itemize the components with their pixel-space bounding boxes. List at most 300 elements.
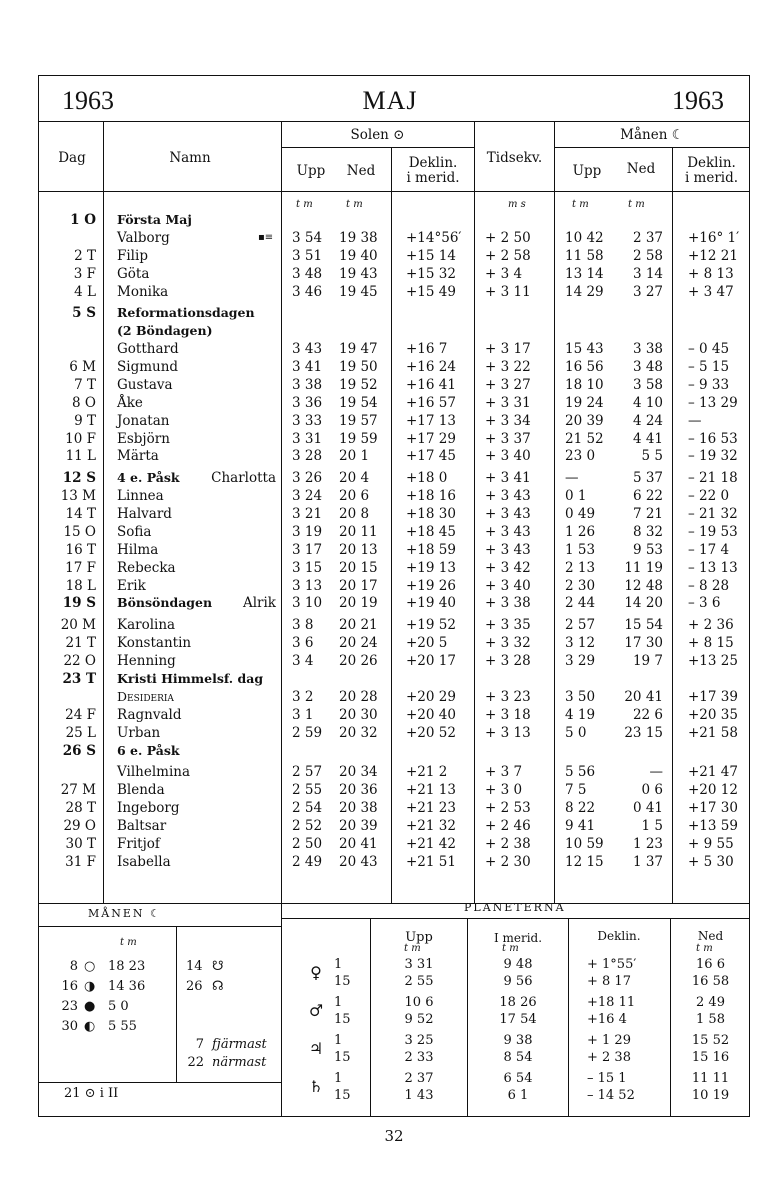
day-name: 6 e. Påsk: [117, 742, 180, 758]
node-icon: ☊: [212, 979, 224, 994]
cell-su: 3 33: [292, 412, 323, 429]
table-row: [0, 412, 768, 430]
cell-md: – 17 4: [688, 541, 730, 558]
day-name: Karolina: [117, 617, 176, 634]
table-row: [0, 541, 768, 559]
planet-ned: 16 6: [696, 957, 725, 972]
day-name: Esbjörn: [117, 430, 170, 447]
cell-sd: +18 0: [406, 470, 448, 487]
planet-icon: ♄: [308, 1077, 324, 1096]
planet-upp: 2 37: [404, 1071, 434, 1086]
moon-phase-icon: ○: [84, 959, 96, 974]
year-left: 1963: [62, 86, 114, 115]
cell-mu: 2 44: [565, 595, 596, 612]
cell-md: – 19 32: [688, 448, 738, 465]
cell-mu: 10 42: [565, 229, 604, 246]
cell-sd: +21 32: [406, 818, 456, 835]
day-name: Jonatan: [117, 412, 170, 429]
cell-md: —: [688, 412, 702, 429]
cell-sd: +20 17: [406, 653, 456, 670]
table-row: [0, 688, 768, 706]
table-row: [0, 247, 768, 265]
cell-mn: 3 58: [632, 376, 663, 393]
day-label: 5 S: [72, 305, 96, 322]
cell-su: 3 26: [292, 470, 323, 487]
cell-md: – 21 32: [688, 506, 738, 523]
day-label: 27 M: [60, 782, 96, 799]
cell-sn: 19 40: [339, 247, 378, 264]
cell-sd: +16 7: [406, 341, 448, 358]
day-label: 7 T: [74, 376, 96, 393]
cell-sd: +20 40: [406, 706, 456, 723]
cell-md: +13 25: [688, 653, 738, 670]
day-label: 17 F: [65, 559, 96, 576]
cell-sn: 20 17: [339, 577, 378, 594]
moon-box-inner-rule: [176, 926, 177, 1082]
cell-sn: 20 24: [339, 635, 378, 652]
planet-upp: 10 6: [404, 995, 434, 1010]
cell-tq: + 3 43: [485, 488, 531, 505]
cell-sn: 20 15: [339, 559, 378, 576]
planet-deklin: – 15 1: [587, 1071, 627, 1086]
cell-mu: 23 0: [565, 448, 596, 465]
planet-day: 1: [334, 1071, 343, 1086]
planet-day: 1: [334, 1033, 343, 1048]
day-label: 25 L: [65, 724, 96, 741]
table-row: [0, 376, 768, 394]
planet-merid: 18 26: [499, 995, 537, 1010]
cell-sd: +21 23: [406, 800, 456, 817]
cell-sn: 20 8: [339, 506, 370, 523]
planet-col-ned: Ned: [697, 929, 724, 943]
col-moon-ned: Ned: [626, 161, 656, 177]
cell-mu: 20 39: [565, 412, 604, 429]
day-name: Isabella: [117, 853, 171, 870]
moon-phase-icon: ◑: [84, 979, 96, 994]
planet-col-upp: Upp: [405, 930, 433, 945]
table-row: [0, 763, 768, 781]
cell-mu: 18 10: [565, 376, 604, 393]
cell-tq: + 2 30: [485, 853, 531, 870]
cell-sd: +15 32: [406, 265, 456, 282]
year-right: 1963: [672, 86, 724, 115]
table-row: [0, 616, 768, 634]
day-name: Vilhelmina: [117, 764, 191, 781]
cell-mn: 2 58: [632, 247, 663, 264]
cell-mn: 5 37: [632, 470, 663, 487]
table-row: [0, 594, 768, 612]
manen-sub-rule: [554, 147, 750, 148]
cell-mu: 2 13: [565, 559, 596, 576]
cell-tq: + 2 53: [485, 800, 531, 817]
day-name-secondary: Charlotta: [211, 470, 276, 487]
cell-su: 3 38: [292, 376, 323, 393]
day-name: Reformationsdagen: [117, 305, 255, 321]
day-label: 29 O: [63, 818, 96, 835]
moon-phase-icon: ◐: [84, 1019, 96, 1034]
day-label: 11 L: [65, 448, 96, 465]
table-row: [0, 817, 768, 835]
table-row: [0, 487, 768, 505]
day-label: 19 S: [62, 595, 96, 612]
day-name: Konstantin: [117, 635, 192, 652]
unit-moon-upp: t m: [572, 199, 589, 210]
cell-sd: +20 52: [406, 724, 456, 741]
planet-upp: 1 43: [404, 1088, 434, 1103]
day-name: Hilma: [117, 541, 159, 558]
table-row: [0, 469, 768, 487]
cell-tq: + 3 28: [485, 653, 531, 670]
cell-sn: 20 26: [339, 653, 378, 670]
cell-su: 3 28: [292, 448, 323, 465]
cell-tq: + 3 34: [485, 412, 531, 429]
day-label: 13 M: [60, 488, 96, 505]
cell-su: 2 52: [292, 818, 323, 835]
cell-tq: + 3 40: [485, 448, 531, 465]
day-name: Urban: [117, 724, 161, 741]
cell-sn: 19 45: [339, 283, 378, 300]
cell-sn: 19 54: [339, 394, 378, 411]
cell-tq: + 3 11: [485, 283, 531, 300]
cell-mn: 9 53: [632, 541, 663, 558]
planet-col-merid: I merid.: [493, 931, 543, 945]
cell-sn: 19 38: [339, 229, 378, 246]
cell-sd: +15 49: [406, 283, 456, 300]
cell-sd: +17 45: [406, 448, 456, 465]
cell-mn: 17 30: [624, 635, 663, 652]
cell-tq: + 2 50: [485, 229, 531, 246]
phase-day: 8: [69, 959, 78, 974]
planet-icon: ♃: [308, 1039, 324, 1058]
cell-mu: 12 15: [565, 853, 604, 870]
planet-rule-1: [370, 918, 371, 1117]
moon-phase-icon: ●: [84, 999, 96, 1014]
planet-ned: 15 16: [691, 1050, 730, 1065]
planet-merid: 6 1: [507, 1088, 529, 1103]
planet-merid: 9 56: [503, 974, 533, 989]
cell-su: 3 1: [292, 706, 314, 723]
phase-day: 30: [61, 1019, 78, 1034]
table-row: [0, 742, 768, 760]
cell-mu: 21 52: [565, 430, 604, 447]
cell-tq: + 3 13: [485, 724, 531, 741]
day-name: 4 e. Påsk: [117, 470, 180, 486]
cell-sd: +20 29: [406, 688, 456, 705]
cell-sd: +19 40: [406, 595, 456, 612]
day-label: 4 L: [74, 283, 96, 300]
cell-sn: 20 28: [339, 688, 378, 705]
cell-mn: 0 41: [632, 800, 663, 817]
cell-mu: 3 29: [565, 653, 596, 670]
cell-md: +20 35: [688, 706, 738, 723]
cell-tq: + 2 46: [485, 818, 531, 835]
apsis-day: 7: [195, 1037, 204, 1052]
cell-md: – 21 18: [688, 470, 738, 487]
moon-section-title: MÅNEN ☾: [88, 907, 162, 920]
cell-tq: + 3 22: [485, 359, 531, 376]
moon-title-rule: [38, 926, 281, 927]
cell-md: – 8 28: [688, 577, 730, 594]
unit-tidsekv: m s: [508, 199, 526, 210]
planet-upp: 9 52: [404, 1012, 434, 1027]
cell-mu: 13 14: [565, 265, 604, 282]
cell-sn: 20 34: [339, 764, 378, 781]
table-row: [0, 430, 768, 448]
cell-su: 3 6: [292, 635, 314, 652]
cell-md: +17 39: [688, 688, 738, 705]
planet-day: 15: [334, 1012, 351, 1027]
cell-sn: 20 1: [339, 448, 370, 465]
cell-mn: 6 22: [632, 488, 663, 505]
month-title: MAJ: [362, 86, 418, 115]
cell-sd: +18 30: [406, 506, 456, 523]
planet-upp: 2 55: [404, 974, 434, 989]
planet-day: 1: [334, 995, 343, 1010]
cell-md: – 0 45: [688, 341, 730, 358]
cell-sn: 20 32: [339, 724, 378, 741]
day-label: 12 S: [62, 470, 96, 487]
cell-tq: + 3 37: [485, 430, 531, 447]
cell-mn: 20 41: [624, 688, 663, 705]
cell-su: 3 43: [292, 341, 323, 358]
cell-mn: 15 54: [624, 617, 663, 634]
cell-mu: 14 29: [565, 283, 604, 300]
day-label: 18 L: [65, 577, 96, 594]
table-row: [0, 447, 768, 465]
col-sun-deklin: Deklin.: [408, 155, 458, 171]
cell-sn: 20 30: [339, 706, 378, 723]
cell-tq: + 3 43: [485, 523, 531, 540]
cell-sn: 19 43: [339, 265, 378, 282]
day-name: Gotthard: [117, 341, 179, 358]
cell-su: 3 48: [292, 265, 323, 282]
day-label: 15 O: [63, 523, 96, 540]
day-label: 16 T: [65, 541, 96, 558]
day-label: 20 M: [60, 617, 96, 634]
planet-merid: 9 48: [503, 957, 533, 972]
day-label: 31 F: [65, 853, 96, 870]
cell-sn: 20 38: [339, 800, 378, 817]
cell-sd: +16 57: [406, 394, 456, 411]
table-row: [0, 781, 768, 799]
cell-sd: +19 13: [406, 559, 456, 576]
moon-box-rule: [38, 1082, 281, 1083]
cell-sn: 20 6: [339, 488, 370, 505]
cell-mn: 1 5: [641, 818, 663, 835]
cell-md: +20 12: [688, 782, 738, 799]
cell-mu: 19 24: [565, 394, 604, 411]
planet-ned: 16 58: [691, 974, 730, 989]
moon-unit: t m: [120, 937, 137, 948]
cell-sd: +19 26: [406, 577, 456, 594]
table-row: [0, 229, 768, 247]
planet-ned: 10 19: [691, 1088, 730, 1103]
cell-su: 3 4: [292, 653, 314, 670]
day-label: 3 F: [73, 265, 96, 282]
cell-md: +13 59: [688, 818, 738, 835]
col-namn: Namn: [169, 150, 211, 166]
cell-sd: +16 24: [406, 359, 456, 376]
cell-su: 3 46: [292, 283, 323, 300]
cell-sd: +17 13: [406, 412, 456, 429]
cell-md: + 3 47: [688, 283, 734, 300]
cell-mu: 15 43: [565, 341, 604, 358]
cell-su: 3 10: [292, 595, 323, 612]
cell-su: 3 36: [292, 394, 323, 411]
table-row: [0, 523, 768, 541]
cell-sd: +21 2: [406, 764, 448, 781]
cell-mn: 0 6: [641, 782, 663, 799]
planet-upp: 3 25: [404, 1033, 434, 1048]
cell-tq: + 3 43: [485, 506, 531, 523]
planet-title-rule: [281, 918, 750, 919]
cell-md: – 19 53: [688, 523, 738, 540]
day-label: 6 M: [69, 359, 96, 376]
cell-mn: 19 7: [632, 653, 663, 670]
cell-mu: 9 41: [565, 818, 596, 835]
cell-mu: 2 57: [565, 617, 596, 634]
cell-sd: +21 13: [406, 782, 456, 799]
cell-mu: 3 12: [565, 635, 596, 652]
day-label: 23 T: [62, 671, 96, 687]
day-label: 28 T: [65, 800, 96, 817]
cell-mu: 8 22: [565, 800, 596, 817]
col-dag: Dag: [58, 150, 86, 166]
phase-time: 5 0: [108, 999, 129, 1014]
day-name: Erik: [117, 577, 146, 594]
phase-day: 16: [61, 979, 78, 994]
cell-md: – 5 15: [688, 359, 730, 376]
cell-tq: + 3 42: [485, 559, 531, 576]
cell-sn: 19 47: [339, 341, 378, 358]
planet-unit-upp: t m: [404, 943, 421, 954]
planet-icon: ♂: [308, 1001, 324, 1020]
cell-su: 2 54: [292, 800, 323, 817]
planet-deklin: +16 4: [587, 1012, 627, 1027]
cell-mn: 4 24: [632, 412, 663, 429]
cell-sd: +17 29: [406, 430, 456, 447]
phase-time: 14 36: [108, 979, 146, 994]
cell-sd: +16 41: [406, 376, 456, 393]
cell-tq: + 3 40: [485, 577, 531, 594]
day-name: Henning: [117, 653, 176, 670]
col-sun-ned: Ned: [346, 163, 376, 179]
table-row: [0, 265, 768, 283]
cell-su: 3 51: [292, 247, 323, 264]
cell-mn: 14 20: [624, 595, 663, 612]
cell-md: – 3 6: [688, 595, 721, 612]
cell-md: – 16 53: [688, 430, 738, 447]
table-row: [0, 322, 768, 340]
cell-mn: 4 41: [632, 430, 663, 447]
day-name: Åke: [117, 394, 143, 411]
day-name: Gustava: [117, 376, 173, 393]
cell-tq: + 3 41: [485, 470, 531, 487]
unit-sun-ned: t m: [346, 199, 363, 210]
apsis-label: närmast: [212, 1055, 267, 1070]
cell-sn: 20 36: [339, 782, 378, 799]
planet-deklin: + 2 38: [587, 1050, 631, 1065]
cell-mn: 1 23: [632, 835, 663, 852]
day-name: Göta: [117, 265, 150, 282]
cell-md: +21 58: [688, 724, 738, 741]
day-label: 24 F: [65, 706, 96, 723]
day-name: Sigmund: [117, 359, 179, 376]
day-label: 21 T: [65, 635, 96, 652]
cell-tq: + 3 7: [485, 764, 523, 781]
cell-md: +16° 1′: [688, 229, 740, 246]
cell-su: 3 19: [292, 523, 323, 540]
cell-tq: + 3 0: [485, 782, 523, 799]
phase-time: 5 55: [108, 1019, 137, 1034]
cell-md: + 8 13: [688, 265, 734, 282]
cell-sn: 20 11: [339, 523, 378, 540]
day-name: Filip: [117, 247, 148, 264]
cell-su: 3 15: [292, 559, 323, 576]
table-row: [0, 670, 768, 688]
col-solen: Solen ⊙: [350, 127, 405, 143]
cell-mn: 3 14: [632, 265, 663, 282]
planet-deklin: + 8 17: [587, 974, 631, 989]
day-name: (2 Böndagen): [117, 323, 213, 339]
day-table-bottom-rule: [38, 903, 750, 904]
planet-deklin: + 1°55′: [587, 957, 637, 972]
day-label: 30 T: [65, 835, 96, 852]
cell-mn: 8 32: [632, 523, 663, 540]
cell-mn: 3 27: [632, 283, 663, 300]
planet-upp: 3 31: [404, 957, 434, 972]
cell-mn: 11 19: [624, 559, 663, 576]
table-row: [0, 724, 768, 742]
cell-sd: +18 45: [406, 523, 456, 540]
day-label: 10 F: [65, 430, 96, 447]
planets-title: PLANETERNA: [464, 901, 566, 914]
planet-icon: ♀: [310, 963, 322, 982]
table-row: [0, 634, 768, 652]
cell-mu: 16 56: [565, 359, 604, 376]
cell-sn: 20 4: [339, 470, 370, 487]
cell-md: +17 30: [688, 800, 738, 817]
planet-merid: 9 38: [503, 1033, 533, 1048]
cell-md: – 9 33: [688, 376, 730, 393]
planet-deklin: – 14 52: [587, 1088, 635, 1103]
planet-merid: 17 54: [499, 1012, 537, 1027]
unit-moon-ned: t m: [628, 199, 645, 210]
cell-sn: 19 57: [339, 412, 378, 429]
cell-md: + 9 55: [688, 835, 734, 852]
cell-sn: 20 41: [339, 835, 378, 852]
cell-tq: + 2 38: [485, 835, 531, 852]
cell-tq: + 3 17: [485, 341, 531, 358]
table-row: [0, 340, 768, 358]
day-name: Rebecka: [117, 559, 176, 576]
cell-sd: +14°56′: [406, 229, 462, 246]
planet-deklin: +18 11: [587, 995, 636, 1010]
table-row: [0, 799, 768, 817]
cell-sd: +20 5: [406, 635, 448, 652]
table-row: [0, 304, 768, 322]
day-name: Sofia: [117, 523, 152, 540]
day-name: Baltsar: [117, 818, 167, 835]
cell-su: 2 49: [292, 853, 323, 870]
header-bottom-rule: [38, 191, 750, 192]
cell-mu: 2 30: [565, 577, 596, 594]
table-row: [0, 853, 768, 871]
day-name: Fritjof: [117, 835, 160, 852]
cell-sn: 19 52: [339, 376, 378, 393]
cell-md: + 8 15: [688, 635, 734, 652]
day-label: 14 T: [65, 506, 96, 523]
